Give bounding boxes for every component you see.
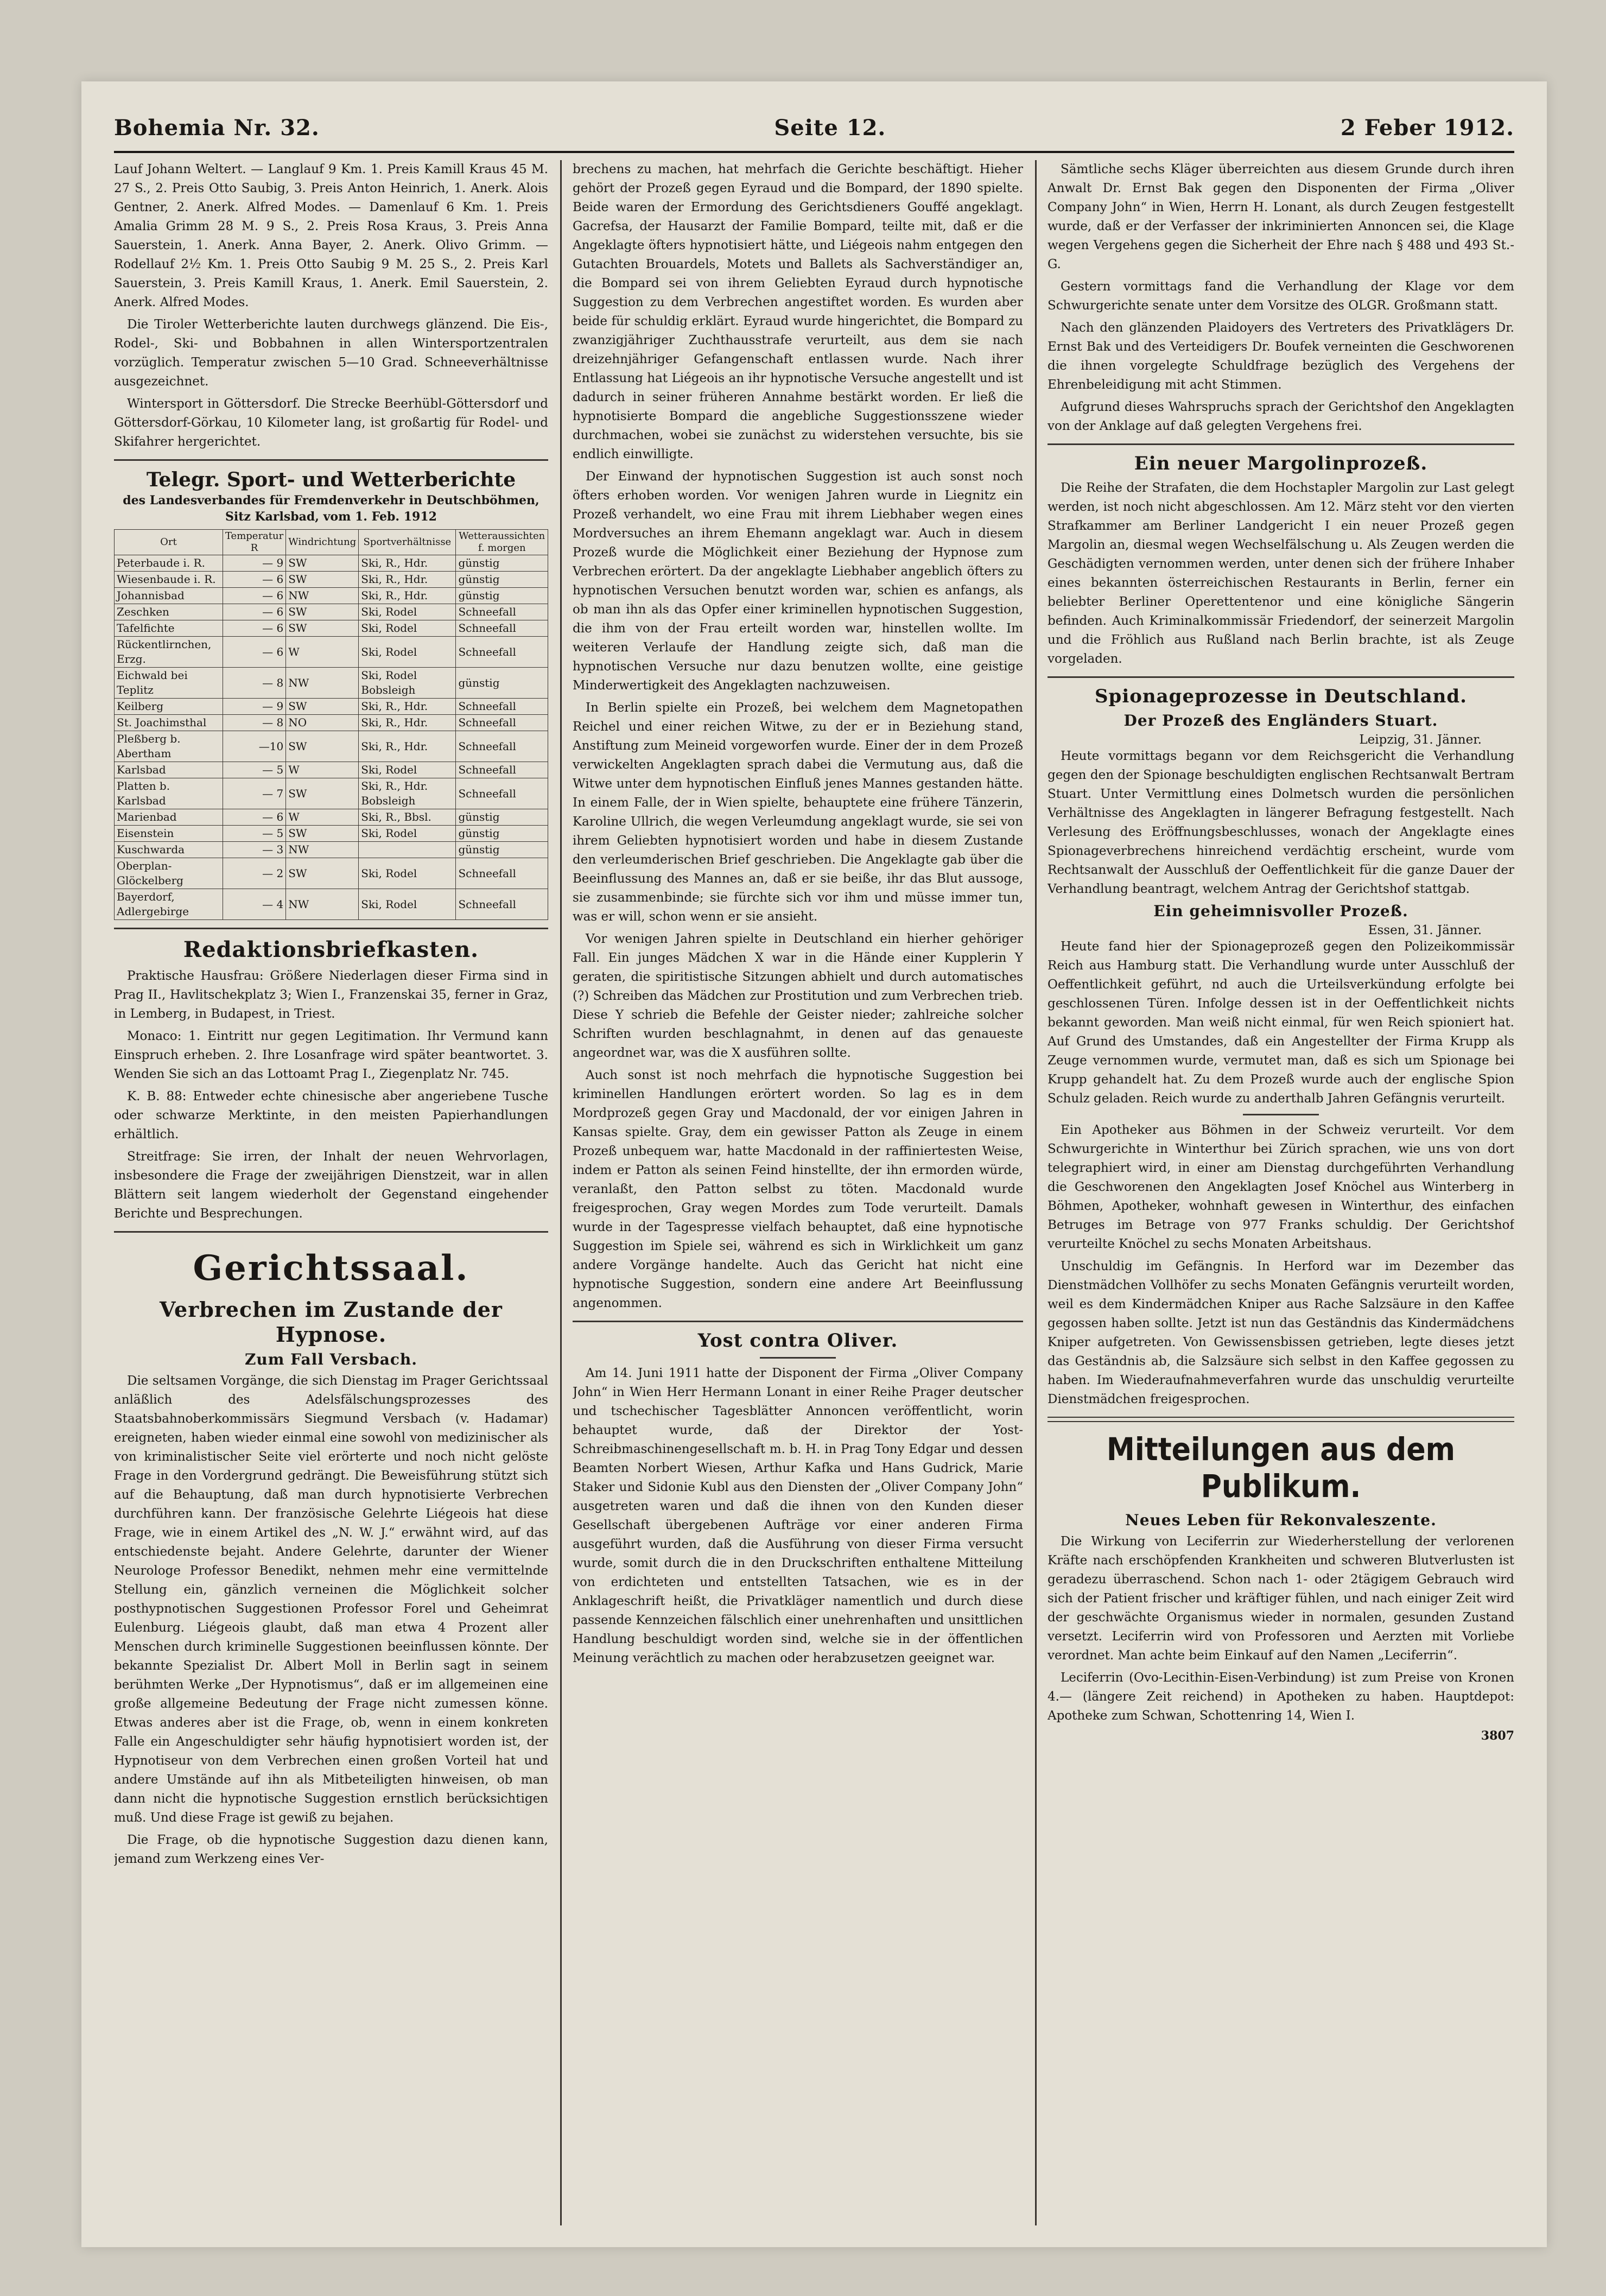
weather-cell: Platten b. Karlsbad [115, 778, 223, 809]
weather-cell: günstig [456, 572, 548, 588]
weather-row [115, 715, 548, 731]
weather-cell: günstig [456, 555, 548, 572]
article-paragraph: Nach den glänzenden Plaidoyers des Vertreters des Privatklägers Dr. Ernst Bak und des Verteidigers Dr. Boufek verneinten die Geschworenen die ihnen vorgelegte Schuldfrage bezüglich des Vergehens der Ehrenbeleidigung mit acht Stimmen. [1048, 321, 1514, 392]
column-divider [560, 160, 562, 2225]
weather-cell: Johannisbad [115, 588, 223, 604]
weather-row [115, 620, 548, 637]
weather-cell: Schneefall [456, 762, 548, 778]
section-rule [1048, 676, 1514, 678]
weather-cell: Ski, Rodel [359, 620, 456, 637]
weather-row [115, 842, 548, 858]
weather-cell: — 3 [223, 842, 285, 858]
weather-cell [359, 842, 456, 858]
article-paragraph: Heute vormittags begann vor dem Reichsgericht die Verhandlung gegen den der Spionage beschuldigten englischen Rechtsanwalt Bertram Stuart. Unter Vermittlung eines Dolmetsch wurden die persönlichen Verhältnisse des Angeklagten in längerer Befragung festgestellt. Nach Verlesung des Eröffnungsbeschlusses, wonach der Angeklagte eines Spionageverbrechens hinreichend verdächtig erscheint, wurde vom Rechtsanwalt der Ausschluß der Oeffentlichkeit für die ganze Dauer der Verhandlung beantragt, welchem Antrag der Gerichtshof stattgab. [1048, 749, 1514, 896]
weather-cell: St. Joachimsthal [115, 715, 223, 731]
weather-cell: — 9 [223, 555, 285, 572]
weather-cell: Bayerdorf, Adlergebirge [115, 889, 223, 920]
weather-cell: Ski, R., Hdr. [359, 588, 456, 604]
weather-row [115, 778, 548, 809]
article-subtitle-mysterious: Ein geheimnisvoller Prozeß. [1153, 902, 1408, 920]
section-rule [114, 459, 548, 461]
weather-row [115, 826, 548, 842]
weather-row [115, 762, 548, 778]
weather-cell: — 6 [223, 604, 285, 620]
weather-cell: Kuschwarda [115, 842, 223, 858]
weather-cell: Schneefall [456, 620, 548, 637]
letterbox-entry: Praktische Hausfrau: Größere Niederlagen dieser Firma sind in Prag II., Havlitschekplatz 3; Wien I., Franzenskai 35, ferner in Graz, in Lemberg, in Budapest, in Triest. [114, 969, 548, 1021]
weather-cell: Schneefall [456, 778, 548, 809]
weather-cell: Schneefall [456, 889, 548, 920]
weather-cell: Zeschken [115, 604, 223, 620]
letterbox-entry: K. B. 88: Entweder echte chinesische aber angeriebene Tusche oder schwarze Merktinte, in den meisten Papierhandlungen erhältlich. [114, 1089, 548, 1141]
article-paragraph: Gestern vormittags fand die Verhandlung der Klage vor dem Schwurgerichte senate unter dem Vorsitze des OLGR. Großmann statt. [1048, 280, 1514, 313]
weather-cell: W [286, 637, 359, 668]
weather-cell: Ski, R., Hdr. [359, 572, 456, 588]
weather-cell: Schneefall [456, 699, 548, 715]
weather-cell: Ski, Rodel [359, 858, 456, 889]
weather-cell: Marienbad [115, 809, 223, 826]
header-cell: Sportverhältnisse [359, 530, 456, 555]
sport-results-paragraph: Lauf Johann Weltert. — Langlauf 9 Km. 1. Preis Kamill Kraus 45 M. 27 S., 2. Preis Otto Saubig, 3. Preis Anton Heinrich, 1. Anerk. Alois Gentner, 2. Anerk. Alfred Modes. — Damenlauf 6 Km. 1. Preis Amalia Grimm 28 M. 9 S., 2. Preis Rosa Kraus, 3. Preis Anna Sauerstein, 1. Anerk. Anna Bayer, 2. Anerk. Olivo Grimm. — Rodellauf 2½ Km. 1. Preis Otto Saubig 9 M. 25 S., 2. Preis Karl Sauerstein, 3. Preis Kamill Kraus, 1. Anerk. Emil Sauerstein, 2. Anerk. Alfred Modes. [114, 162, 548, 309]
weather-cell: Ski, R., Hdr. [359, 699, 456, 715]
weather-row [115, 637, 548, 668]
court-article-paragraph: Vor wenigen Jahren spielte in Deutschland ein hierher gehöriger Fall. Ein junges Mädchen X war in die Hände einer Kupplerin Y geraten, die spiritistische Sitzungen abhielt und durch automatisches (?) Schreiben das Mädchen zur Prostitution und zum Verbrechen trieb. Diese Y schrieb die Befehle der Geister nieder; zahlreiche solcher Schriften wurden beschlagnahmt, in denen auf das genaueste angeordnet war, was die X ausführen sollte. [573, 932, 1023, 1060]
weather-cell: — 6 [223, 809, 285, 826]
header-cell: Ort [115, 530, 223, 555]
weather-cell: Eisenstein [115, 826, 223, 842]
weather-cell: SW [286, 778, 359, 809]
advert-section-title: Mitteilungen aus dem Publikum. [1106, 1431, 1456, 1505]
letterbox-entry: Streitfrage: Sie irren, der Inhalt der neuen Wehrvorlagen, insbesondere die Frage der zweijährigen Dienstzeit, war in allen Blättern seit langem wiederholt der Gegenstand eingehender Berichte und Besprechungen. [114, 1150, 548, 1221]
weather-row [115, 555, 548, 572]
article-paragraph: Aufgrund dieses Wahrspruchs sprach der Gerichtshof den Angeklagten von der Anklage auf daß gelegten Vergehens frei. [1048, 400, 1514, 433]
weather-cell: günstig [456, 809, 548, 826]
title-rule [760, 1357, 836, 1359]
weather-cell: Ski, Rodel [359, 762, 456, 778]
weather-cell: günstig [456, 668, 548, 699]
section-rule [573, 1321, 1023, 1322]
weather-cell: W [286, 762, 359, 778]
weather-cell: NW [286, 588, 359, 604]
section-rule [1048, 443, 1514, 445]
weather-row [115, 858, 548, 889]
weather-cell: — 8 [223, 668, 285, 699]
weather-cell: — 9 [223, 699, 285, 715]
weather-row [115, 668, 548, 699]
advert-number: 3807 [1481, 1729, 1514, 1743]
article-paragraph: Ein Apotheker aus Böhmen in der Schweiz verurteilt. Vor dem Schwurgerichte in Winterthur bei Zürich sprachen, wie uns von dort telegraphiert wird, in einer am Dienstag durchgeführten Verhandlung die Geschworenen den Angeklagten Josef Knöchel aus Winterberg in Böhmen, Apotheker, wohnhaft gewesen in Winterthur, des einfachen Betruges im Betrage von 977 Franks schuldig. Der Gerichtshof verurteilte Knöchel zu sechs Monaten Arbeitshaus. [1048, 1123, 1514, 1251]
weather-row [115, 604, 548, 620]
header-right: 2 Feber 1912. [1340, 115, 1514, 141]
weather-cell: Rückentlirnchen, Erzg. [115, 637, 223, 668]
court-article-paragraph: Der Einwand der hypnotischen Suggestion ist auch sonst noch öfters erhoben worden. Vor wenigen Jahren wurde in Liegnitz ein Prozeß verhandelt, wo eine Frau mit ihrem Liebhaber wegen eines Mordversuches an ihrem Ehemann angeklagt war. Auch in diesem Prozeß wurde die Möglichkeit einer Beziehung der Hypnose zum Verbrechen erörtert. Da der angeklagte Liebhaber angeblich öfters zu hypnotischen Versuchen benutzt worden war, schien es anfangs, als ob man ihn als das Opfer einer kriminellen hypnotischen Suggestion, die ihm von der Frau erteilt worden war, hinstellen wollte. Im weiteren Verlaufe der Handlung zeigte sich, daß man die hypnotischen Versuche nur dazu benutzen wollte, eine geistige Minderwertigkeit des Angeklagten nachzuweisen. [573, 470, 1023, 693]
weather-cell: Keilberg [115, 699, 223, 715]
letterbox-title: Redaktionsbriefkasten. [183, 937, 479, 962]
weather-cell: Ski, Rodel [359, 604, 456, 620]
weather-cell: günstig [456, 842, 548, 858]
weather-cell: — 4 [223, 889, 285, 920]
weather-cell: SW [286, 620, 359, 637]
page-header [114, 106, 1514, 149]
weather-cell: Schneefall [456, 604, 548, 620]
weather-cell: Ski, Rodel Bobsleigh [359, 668, 456, 699]
weather-cell: — 2 [223, 858, 285, 889]
sport-results-paragraph: Die Tiroler Wetterberichte lauten durchwegs glänzend. Die Eis-, Rodel-, Ski- und Bobbahnen in allen Wintersportzentralen vorzüglich. Temperatur zwischen 5—10 Grad. Schneeverhältnisse ausgezeichnet. [114, 318, 548, 389]
weather-cell: Ski, R., Hdr. [359, 555, 456, 572]
newspaper-page [81, 81, 1547, 2247]
weather-cell: — 6 [223, 620, 285, 637]
weather-cell: Eichwald bei Teplitz [115, 668, 223, 699]
court-article-title: Verbrechen im Zustande der Hypnose. [160, 1297, 503, 1347]
weather-cell: Ski, Rodel [359, 826, 456, 842]
weather-cell: SW [286, 555, 359, 572]
weather-cell: Ski, R., Hdr. [359, 715, 456, 731]
article-paragraph: Die Reihe der Strafaten, die dem Hochstapler Margolin zur Last gelegt werden, ist noch nicht abgeschlossen. Am 12. März steht vor den vierten Strafkammer am Berliner Landgericht I ein neuer Prozeß gegen Margolin an, diesmal wegen Wechselfälschung u. Als Zeugen werden die Geschädigten vernommen werden, unter denen sich der frühere Inhaber eines bekannten österreichischen Restaurants in Berlin, ferner ein beliebter Berliner Operettentenor und eine königliche Sängerin befinden. Auch Kriminalkommissär Friedendorf, der seinerzeit Margolin und die Fröhlich aus Rußland nach Berlin brachte, ist als Zeuge vorgeladen. [1048, 481, 1514, 666]
weather-cell: günstig [456, 826, 548, 842]
weather-cell: NW [286, 668, 359, 699]
column-1 [114, 160, 548, 2225]
header-cell: Temperatur R [223, 530, 285, 555]
weather-cell: SW [286, 604, 359, 620]
weather-report-title: Telegr. Sport- und Wetterberichte [146, 468, 516, 491]
section-rule [114, 928, 548, 929]
court-article-paragraph: Die Frage, ob die hypnotische Suggestion dazu dienen kann, jemand zum Werkzeng eines Ver- [114, 1833, 548, 1866]
article-subtitle-stuart: Der Prozeß des Engländers Stuart. [1123, 712, 1438, 730]
article-title-espionage: Spionageprozesse in Deutschland. [1095, 686, 1467, 707]
weather-cell: — 6 [223, 637, 285, 668]
article-title-yost: Yost contra Oliver. [697, 1330, 898, 1352]
weather-report-subtitle: des Landesverbandes für Fremdenverkehr in Deutschböhmen, Sitz Karlsbad, vom 1. Feb. 1912 [123, 493, 539, 524]
article-paragraph: Sämtliche sechs Kläger überreichten aus diesem Grunde durch ihren Anwalt Dr. Ernst Bak gegen den Disponenten der Firma „Oliver Company John“ in Wien, Herrn H. Lonant, als durch Zeugen festgestellt wurde, daß er der Verfasser der inkriminierten Annoncen sei, die Klage wegen Vergehens gegen die Sicherheit der Ehre nach § 488 und 493 St.-G. [1048, 162, 1514, 271]
weather-table [114, 529, 548, 920]
weather-cell: Karlsbad [115, 762, 223, 778]
weather-cell: Schneefall [456, 715, 548, 731]
court-article-paragraph: In Berlin spielte ein Prozeß, bei welchem dem Magnetopathen Reichel und einer reichen Witwe, zu der er in Beziehung stand, Anstiftung zum Meineid vorgeworfen wurde. Einer der in dem Prozeß verwickelten Angeklagten sprach dabei die Vermutung aus, daß die Witwe unter dem hypnotischen Einfluß jenes Mannes gestanden hätte. In einem Falle, der in Wien spielte, behauptete eine frühere Tänzerin, Karoline Ullrich, die wegen Verleumdung angeklagt wurde, sie sei von ihrem Geliebten hypnotisiert worden und habe in diesem Zustande den verleumderischen Brief geschrieben. Die Angeklagte gab über die Beeinflussung des Mannes an, daß er sie beiße, ihr das Blut aussoge, sie zusammenbinde; sie fürchte sich vor ihm und müsse immer tun, was er will, schon wenn er sie ansieht. [573, 701, 1023, 924]
weather-cell: Schneefall [456, 637, 548, 668]
weather-cell: Ski, R., Hdr. [359, 731, 456, 762]
weather-cell: SW [286, 826, 359, 842]
weather-cell: Tafelfichte [115, 620, 223, 637]
column-divider [1035, 160, 1037, 2225]
weather-cell: Wiesenbaude i. R. [115, 572, 223, 588]
weather-cell: NW [286, 889, 359, 920]
court-section-title: Gerichtssaal. [193, 1248, 469, 1289]
separator-rule [1243, 1114, 1319, 1115]
weather-cell: — 5 [223, 762, 285, 778]
section-rule [1048, 1417, 1514, 1422]
header-center: Seite 12. [774, 115, 886, 141]
court-article-subtitle: Zum Fall Versbach. [244, 1350, 418, 1368]
weather-cell: Pleßberg b. Abertham [115, 731, 223, 762]
header-cell: Windrichtung [286, 530, 359, 555]
weather-cell: SW [286, 731, 359, 762]
weather-cell: Ski, R., Bbsl. [359, 809, 456, 826]
weather-cell: W [286, 809, 359, 826]
weather-cell: NW [286, 842, 359, 858]
article-paragraph: Heute fand hier der Spionageprozeß gegen den Polizeikommissär Reich aus Hamburg statt. Die Verhandlung wurde unter Ausschluß der Oeffentlichkeit geführt, nd auch die Urteilsverkündung erfolgte bei geschlossenen Türen. Infolge dessen ist in der Oeffentlichkeit nichts bekannt geworden. Man weiß nicht einmal, für wen Reich spioniert hat. Auf Grund des Umstandes, daß ein Angestellter der Firma Krupp als Zeuge vernommen wurde, vermutet man, daß es sich um Spionage bei Krupp gehandelt hat. Zu dem Prozeß wurde auch der englische Spion Schulz geladen. Reich wurde zu anderthalb Jahren Gefängnis verurteilt. [1048, 940, 1514, 1106]
weather-row [115, 699, 548, 715]
weather-cell: —10 [223, 731, 285, 762]
weather-cell: Ski, Rodel [359, 637, 456, 668]
weather-cell: Peterbaude i. R. [115, 555, 223, 572]
header-left: Bohemia Nr. 32. [114, 115, 320, 141]
weather-row [115, 588, 548, 604]
column-3 [1048, 160, 1514, 2225]
advert-title: Neues Leben für Rekonvaleszente. [1125, 1511, 1437, 1529]
weather-row [115, 809, 548, 826]
weather-row [115, 889, 548, 920]
weather-cell: NO [286, 715, 359, 731]
weather-table-header [115, 530, 548, 555]
weather-cell: Ski, R., Hdr. Bobsleigh [359, 778, 456, 809]
article-paragraph: Am 14. Juni 1911 hatte der Disponent der Firma „Oliver Company John“ in Wien Herr Hermann Lonant in einer Reihe Prager deutscher und tschechischer Tagesblätter Annoncen veröffentlicht, worin behauptet wurde, daß der Direktor der Yost-Schreibmaschinengesellschaft m. b. H. in Prag Tony Edgar und dessen Beamten Norbert Wiesen, Arthur Kafka und Hans Gudrick, Marie Staker und Sidonie Kubl aus den Diensten der „Oliver Company John“ ausgetreten waren und daß die ihnen von den Kunden dieser Gesellschaft übergebenen Aufträge vor einer anderen Firma ausgeführt wurden, daß die Ausführung von dieser Firma versucht wurde, somit durch die in den Druckschriften enthaltene Mitteilung von erdichteten und entstellten Tatsachen, wie es in der Anklageschrift heißt, die Privatkläger namentlich und durch diese passende Kennzeichen fälschlich einer unehrenhaften und unsittlichen Handlung beschuldigt worden sind, welche sie in der öffentlichen Meinung verächtlich zu machen oder herabzusetzen geeignet war. [573, 1366, 1023, 1665]
sport-results-paragraph: Wintersport in Göttersdorf. Die Strecke Beerhübl-Göttersdorf und Göttersdorf-Görkau, 10 Kilometer lang, ist großartig für Rodel- und Skifahrer hergerichtet. [114, 397, 548, 449]
advert-paragraph: Leciferrin (Ovo-Lecithin-Eisen-Verbindung) ist zum Preise von Kronen 4.— (längere Zeit reichend) in Apotheken zu haben. Hauptdepot: Apotheke zum Schwan, Schottenring 14, Wien I. [1048, 1671, 1514, 1723]
weather-cell: — 6 [223, 572, 285, 588]
weather-table-body [115, 555, 548, 920]
court-article-paragraph: Die seltsamen Vorgänge, die sich Dienstag im Prager Gerichtssaal anläßlich des Adelsfälschungsprozesses des Staatsbahnoberkommissärs Siegmund Versbach (v. Hadamar) ereigneten, haben wieder einmal eine sowohl von medizinischer als von kriminalistischer Seite viel erörterte und noch nicht gelöste Frage in den Vordergrund gedrängt. Die Beweisführung stützt sich auf die Behauptung, daß man durch hypnotisierte Verbrechen durchführen kann. Der französische Gelehrte Liégeois hat diese Frage, wie in einem Artikel des „N. W. J.“ erwähnt wird, auf das entschiedenste bejaht. Andere Gelehrte, darunter der Wiener Neurologe Professor Benedikt, nehmen mehr eine vermittelnde Stellung ein, gänzlich verneinen die Möglichkeit solcher posthypnotischen Suggestionen Professor Forel und Geheimrat Eulenburg. Liégeois glaubt, daß man etwa 4 Prozent aller Menschen durch kriminelle Suggestionen beeinflussen könnte. Der bekannte Spezialist Dr. Albert Moll in Berlin sagt in seinem berühmten Werke „Der Hypnotismus“, daß er im allgemeinen eine große allgemeine Bedeutung der Frage nicht zumessen könne. Etwas anderes aber ist die Frage, ob, wenn in einem konkreten Falle ein Angeschuldigter sehr häufig hypnotisiert worden ist, der Hypnotiseur von dem Verbrechen einen großen Vorteil hat und andere Umstände auf ihn als Mitbeteiligten hinweisen, ob man dann nicht die hypnotische Suggestion ernstlich berücksichtigen muß. Und diese Frage ist gewiß zu bejahen. [114, 1374, 548, 1825]
advert-paragraph: Die Wirkung von Leciferrin zur Wiederherstellung der verlorenen Kräfte nach erschöpfenden Krankheiten und schweren Blutverlusten ist geradezu überraschend. Schon nach 1- oder 2tägigem Gebrauch wird sich der Patient frischer und kräftiger fühlen, und nach einiger Zeit wird der geschwächte Organismus wieder in normalen, gesunden Zustand versetzt. Leciferrin wird von Professoren und Aerzten mit Vorliebe verordnet. Man achte beim Einkauf auf den Namen „Leciferrin“. [1048, 1534, 1514, 1663]
weather-cell: Schneefall [456, 858, 548, 889]
court-article-paragraph: brechens zu machen, hat mehrfach die Gerichte beschäftigt. Hieher gehört der Prozeß gegen Eyraud und die Bompard, der 1890 spielte. Beide waren der Ermordung des Gerichtsdieners Gouffé angeklagt. Gacrefsa, der Hausarzt der Familie Bompard, teilte mit, daß er die Angeklagte öfters hypnotisiert hätte, und Liégeois nahm entgegen den Gutachten Brouardels, Motets und Ballets als Sachverständiger an, die Bompard sei von ihrem Geliebten Eyraud durch hypnotische Suggestion zu dem Verbrechen angestiftet worden. Es wurden aber beide für schuldig erklärt. Eyraud wurde hingerichtet, die Bompard zu zwanzigjähriger Zuchthausstrafe verurteilt, aus dem sie nach dreizehnjähriger Gefangenschaft entlassen wurde. Nach ihrer Entlassung hat Liégeois an ihr hypnotische Versuche angestellt und ist dadurch in seiner früheren Annahme bestärkt worden. Er ließ die hypnotisierte Bompard die angebliche Suggestionsszene wieder durchmachen, wobei sie zunächst zu widerstehen versuchte, bis sie endlich einwilligte. [573, 162, 1023, 461]
weather-cell: — 6 [223, 588, 285, 604]
dateline: Leipzig, 31. Jänner. [1359, 733, 1482, 747]
letterbox-entry: Monaco: 1. Eintritt nur gegen Legitimation. Ihr Vermund kann Einspruch erheben. 2. Ihre Losanfrage wird später beantwortet. 3. Wenden Sie sich an das Lottoamt Prag I., Ziegenplatz Nr. 745. [114, 1029, 548, 1081]
article-paragraph: Unschuldig im Gefängnis. In Herford war im Dezember das Dienstmädchen Vollhöfer zu sechs Monaten Gefängnis verurteilt worden, weil es dem Kindermädchen Kniper aus Rache Salzsäure in den Kaffee gegossen haben sollte. Jetzt ist nun das Geständnis das Kindermädchens Kniper aufgetreten. Von Gewissensbissen getrieben, legte dieses jetzt das Geständnis ab, die Salzsäure sich selbst in den Kaffee gegossen zu haben. Im Wiederaufnahmeverfahren wurde das unschuldig verurteilte Dienstmädchen freigesprochen. [1048, 1259, 1514, 1406]
court-article-paragraph: Auch sonst ist noch mehrfach die hypnotische Suggestion bei kriminellen Handlungen erörtert worden. So lag es in dem Mordprozeß gegen Gray und Macdonald, der vor einigen Jahren in Kansas spielte. Gray, dem ein gewisser Patton als Zeuge in einem Prozeß unbequem war, hatte Macdonald in der raffiniertesten Weise, indem er Patton als seinen Feind hinstellte, der ihn ermorden würde, veranlaßt, den Patton selbst zu töten. Macdonald wurde freigesprochen, Gray wegen Mordes zum Tode verurteilt. Damals wurde in der Tagespresse vielfach behauptet, daß eine hypnotische Suggestion im Spiele sei, während es sich in Wirklichkeit um ganz andere Vorgänge handelte. Auch das Gericht hat nicht eine hypnotische Suggestion, sondern eine andere Art Beeinflussung angenommen. [573, 1068, 1023, 1310]
section-rule [114, 1231, 548, 1233]
weather-cell: Oberplan-Glöckelberg [115, 858, 223, 889]
header-cell: Wetteraussichten f. morgen [456, 530, 548, 555]
weather-cell: — 8 [223, 715, 285, 731]
weather-cell: SW [286, 572, 359, 588]
dateline: Essen, 31. Jänner. [1368, 923, 1482, 937]
weather-row [115, 731, 548, 762]
weather-cell: — 5 [223, 826, 285, 842]
weather-cell: SW [286, 858, 359, 889]
weather-cell: günstig [456, 588, 548, 604]
weather-row [115, 572, 548, 588]
weather-cell: SW [286, 699, 359, 715]
weather-cell: Schneefall [456, 731, 548, 762]
header-rule [114, 151, 1514, 153]
article-title-margolin: Ein neuer Margolinprozeß. [1134, 453, 1428, 474]
weather-cell: — 7 [223, 778, 285, 809]
weather-cell: Ski, Rodel [359, 889, 456, 920]
column-2 [573, 160, 1023, 2225]
